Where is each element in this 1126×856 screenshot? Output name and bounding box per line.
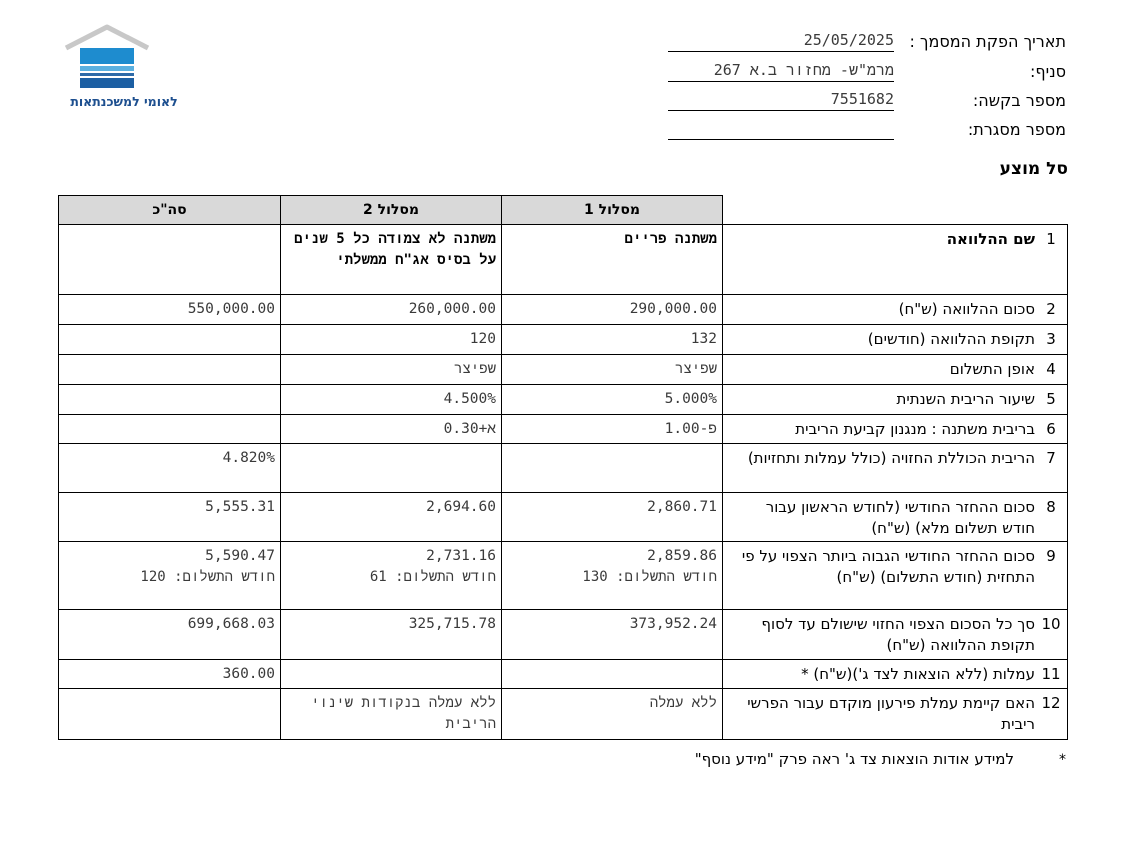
cell-value: 2,731.16 bbox=[426, 548, 496, 564]
table-cell-total bbox=[58, 294, 281, 325]
row-label: האם קיימת עמלת פירעון מוקדם עבור הפרשי ריבית bbox=[747, 694, 1035, 733]
cell-value: 2,859.86 bbox=[647, 548, 717, 564]
cell-value: 699,668.03 bbox=[187, 616, 275, 632]
row-number: 2 bbox=[1046, 300, 1056, 318]
table-cell-t1 bbox=[501, 609, 723, 660]
table-cell-label bbox=[722, 294, 1068, 325]
cell-value: שפיצר bbox=[453, 361, 496, 377]
table-cell-t1 bbox=[501, 354, 723, 385]
cell-value: ללא עמלה bbox=[649, 695, 717, 711]
cell-value: 5,555.31 bbox=[205, 499, 275, 515]
column-header-total: סה"כ bbox=[58, 195, 281, 225]
footnote-marker: * bbox=[1059, 752, 1066, 768]
cell-value: 2,860.71 bbox=[647, 499, 717, 515]
cell-value: 132 bbox=[690, 331, 717, 347]
row-number: 7 bbox=[1046, 449, 1056, 467]
column-header-track-2: מסלול 2 bbox=[280, 195, 502, 225]
table-cell-label bbox=[722, 384, 1068, 415]
row-label: עמלות (ללא הוצאות לצד ג')(ש"ח) * bbox=[801, 665, 1035, 683]
table-cell-total bbox=[58, 443, 281, 493]
row-label: אופן התשלום bbox=[949, 360, 1035, 378]
table-cell-t1 bbox=[501, 659, 723, 689]
logo-text: לאומי למשכנתאות bbox=[70, 94, 178, 109]
payment-month-note: חודש התשלום: 120 bbox=[140, 569, 275, 585]
row-number: 1 bbox=[1046, 230, 1056, 248]
table-cell-t2 bbox=[280, 609, 502, 660]
cell-value: 360.00 bbox=[222, 666, 275, 682]
request-number-value: 7551682 bbox=[668, 89, 894, 111]
table-cell-t1 bbox=[501, 324, 723, 355]
table-cell-total bbox=[58, 609, 281, 660]
table-cell-t1 bbox=[501, 294, 723, 325]
table-cell-t2 bbox=[280, 354, 502, 385]
table-cell-label bbox=[722, 609, 1068, 660]
payment-month-note: חודש התשלום: 61 bbox=[369, 569, 496, 585]
table-cell-label bbox=[722, 659, 1068, 689]
table-cell-total bbox=[58, 324, 281, 355]
table-cell-t1 bbox=[501, 492, 723, 542]
table-cell-total bbox=[58, 414, 281, 444]
table-cell-total bbox=[58, 688, 281, 740]
cell-value: שפיצר bbox=[674, 361, 717, 377]
column-header-track-1: מסלול 1 bbox=[501, 195, 723, 225]
row-number: 12 bbox=[1041, 694, 1061, 712]
table-cell-label bbox=[722, 541, 1068, 610]
row-label: סך כל הסכום הצפוי החזוי שישולם עד לסוף תקופת ההלוואה (ש"ח) bbox=[761, 615, 1035, 654]
cell-value: 2,694.60 bbox=[426, 499, 496, 515]
table-cell-label bbox=[722, 443, 1068, 493]
table-cell-label bbox=[722, 324, 1068, 355]
table-cell-label bbox=[722, 354, 1068, 385]
table-cell-t1 bbox=[501, 384, 723, 415]
table-cell-t2 bbox=[280, 414, 502, 444]
table-cell-t1 bbox=[501, 541, 723, 610]
table-cell-t2 bbox=[280, 324, 502, 355]
cell-value: פ-1.00 bbox=[664, 421, 717, 437]
row-number: 6 bbox=[1046, 420, 1056, 438]
table-cell-t2 bbox=[280, 224, 502, 295]
row-number: 3 bbox=[1046, 330, 1056, 348]
branch-value: 267 מרמ"ש- מחזור ב.א bbox=[668, 60, 894, 82]
table-cell-total bbox=[58, 492, 281, 542]
cell-value: משתנה לא צמודה כל 5 שנים על בסיס אג"ח ממשלתי bbox=[294, 231, 496, 268]
section-title: סל מוצע bbox=[999, 159, 1068, 179]
cell-value: 325,715.78 bbox=[408, 616, 496, 632]
table-cell-t2 bbox=[280, 659, 502, 689]
cell-value: 373,952.24 bbox=[629, 616, 717, 632]
row-label: הריבית הכוללת החזויה (כולל עמלות ותחזיות) bbox=[747, 449, 1035, 467]
row-label: שיעור הריבית השנתית bbox=[896, 390, 1035, 408]
row-label: סכום ההחזר החודשי הגבוה ביותר הצפוי על פי התחזית (חודש התשלום) (ש"ח) bbox=[741, 547, 1035, 586]
cell-value: 290,000.00 bbox=[629, 301, 717, 317]
table-cell-t1 bbox=[501, 224, 723, 295]
cell-value: ללא עמלה בנקודות שינוי הריבית bbox=[311, 695, 496, 732]
table-cell-t1 bbox=[501, 688, 723, 740]
table-cell-label bbox=[722, 414, 1068, 444]
table-cell-t2 bbox=[280, 294, 502, 325]
footnote-text: למידע אודות הוצאות צד ג' ראה פרק "מידע נוסף" bbox=[694, 750, 1014, 768]
row-number: 4 bbox=[1046, 360, 1056, 378]
table-cell-t2 bbox=[280, 443, 502, 493]
row-number: 11 bbox=[1041, 665, 1061, 683]
cell-value: 4.820% bbox=[222, 450, 275, 466]
table-cell-t2 bbox=[280, 384, 502, 415]
table-cell-t2 bbox=[280, 688, 502, 740]
table-cell-label bbox=[722, 492, 1068, 542]
request-number-label: מספר בקשה: bbox=[972, 91, 1066, 110]
row-label: סכום ההלוואה (ש"ח) bbox=[898, 300, 1035, 318]
table-cell-total bbox=[58, 224, 281, 295]
cell-value: 5,590.47 bbox=[205, 548, 275, 564]
cell-value: 4.500% bbox=[443, 391, 496, 407]
table-cell-total bbox=[58, 384, 281, 415]
table-cell-total bbox=[58, 354, 281, 385]
table-cell-t2 bbox=[280, 492, 502, 542]
row-label: סכום ההחזר החודשי (לחודש הראשון עבור חודש תשלום מלא) (ש"ח) bbox=[765, 498, 1035, 537]
table-cell-label bbox=[722, 224, 1068, 295]
table-cell-t1 bbox=[501, 443, 723, 493]
cell-value: 120 bbox=[469, 331, 496, 347]
payment-month-note: חודש התשלום: 130 bbox=[582, 569, 717, 585]
row-number: 8 bbox=[1046, 498, 1056, 516]
row-number: 10 bbox=[1041, 615, 1061, 633]
row-label: שם ההלוואה bbox=[946, 230, 1035, 248]
cell-value: א+0.30 bbox=[443, 421, 496, 437]
table-cell-t1 bbox=[501, 414, 723, 444]
issue-date-label: תאריך הפקת המסמך : bbox=[909, 32, 1066, 51]
branch-label: סניף: bbox=[1030, 62, 1066, 81]
cell-value: 260,000.00 bbox=[408, 301, 496, 317]
frame-number-label: מספר מסגרת: bbox=[967, 120, 1066, 139]
table-cell-total bbox=[58, 541, 281, 610]
cell-value: 550,000.00 bbox=[187, 301, 275, 317]
table-cell-label bbox=[722, 688, 1068, 740]
row-number: 5 bbox=[1046, 390, 1056, 408]
cell-value: משתנה פריים bbox=[624, 231, 717, 247]
frame-number-value bbox=[668, 118, 894, 140]
table-cell-t2 bbox=[280, 541, 502, 610]
table-cell-total bbox=[58, 659, 281, 689]
row-label: בריבית משתנה : מנגנון קביעת הריבית bbox=[795, 420, 1035, 438]
issue-date-value: 25/05/2025 bbox=[668, 30, 894, 52]
row-label: תקופת ההלוואה (חודשים) bbox=[867, 330, 1035, 348]
row-number: 9 bbox=[1046, 547, 1056, 565]
cell-value: 5.000% bbox=[664, 391, 717, 407]
